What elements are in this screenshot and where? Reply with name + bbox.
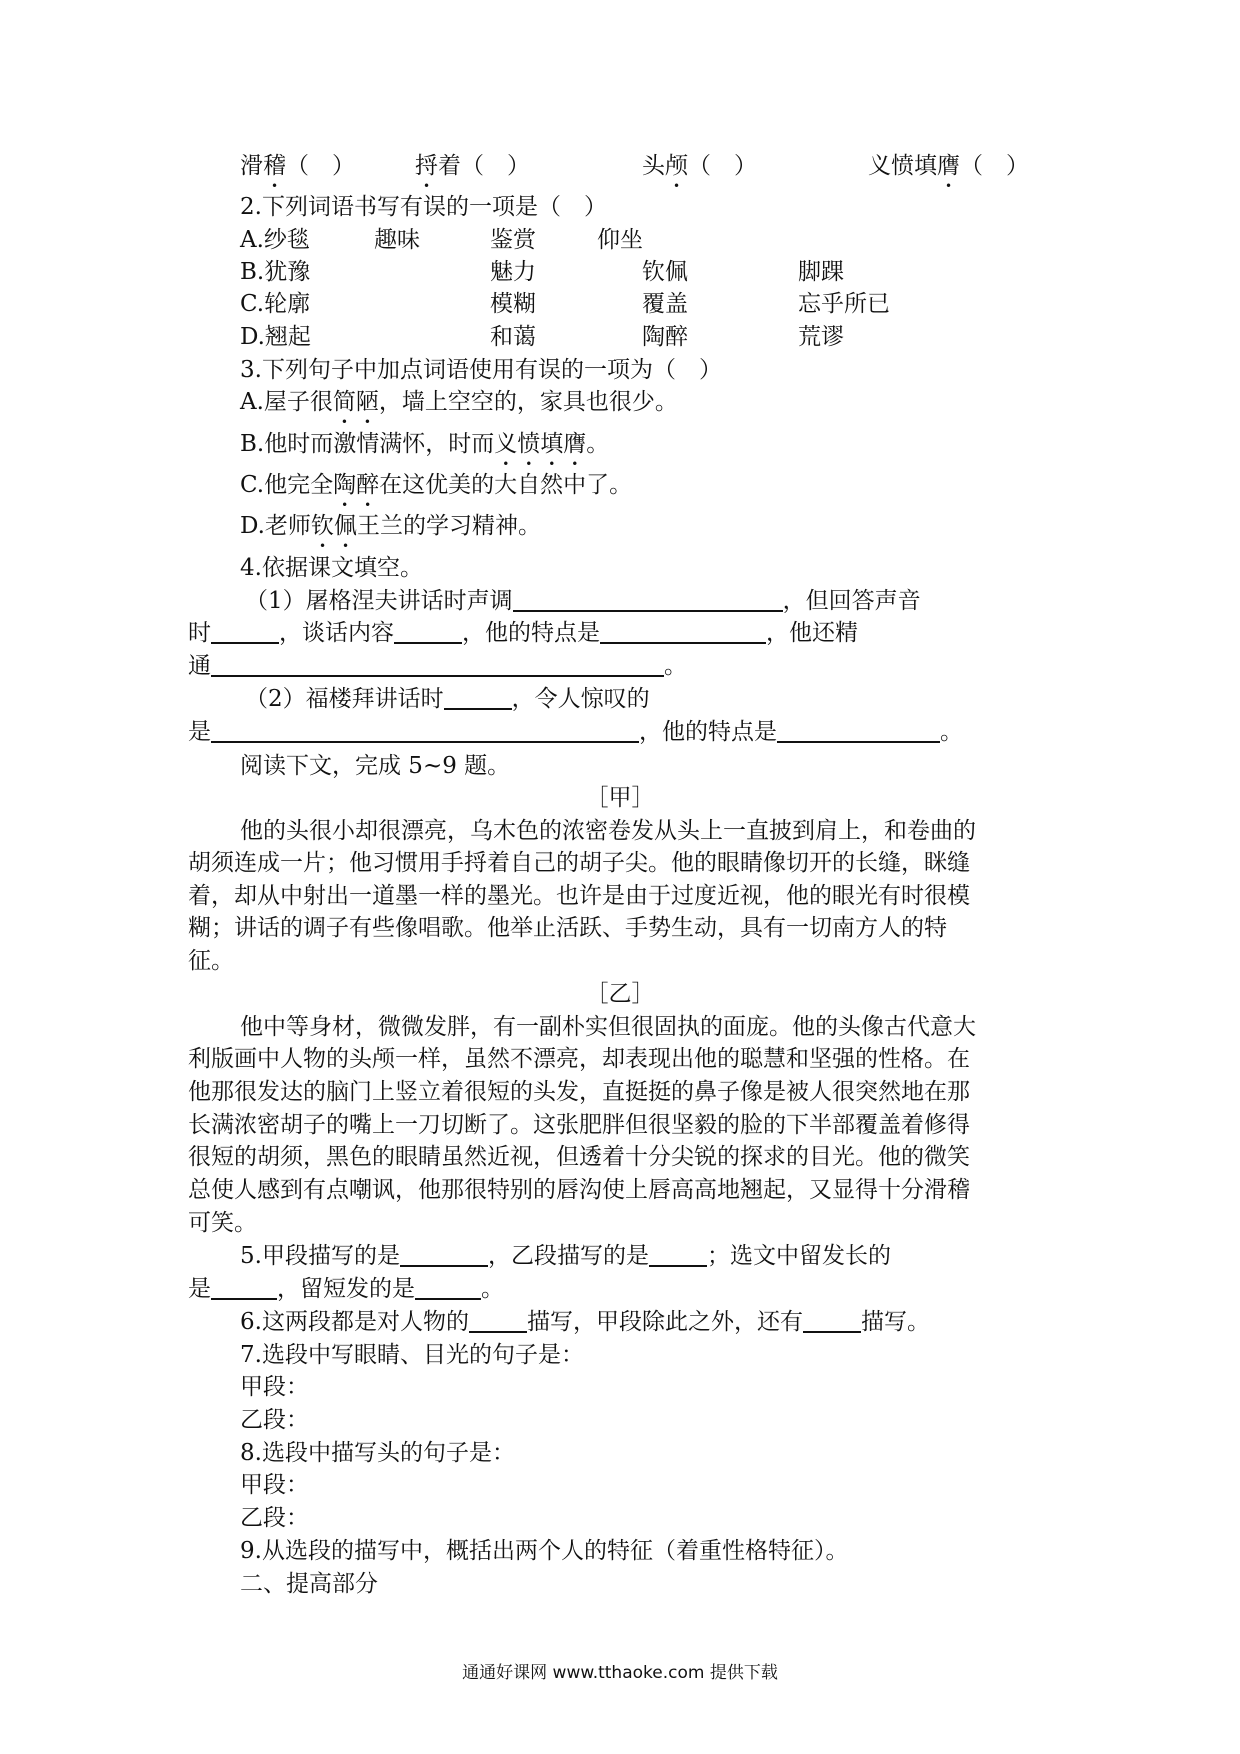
q2-b-2: 魅力 (490, 259, 536, 285)
passage-jia-line: 着，却从中射出一道墨一样的墨光。也许是由于过度近视，他的眼光有时很模 (188, 883, 970, 909)
q2-c-1: C.轮廓 (240, 291, 311, 317)
q3-option-a: A.屋子很简陋，墙上空空的，家具也很少。 (240, 389, 678, 415)
passage-yi-line: 利版画中人物的头颅一样，虽然不漂亮，却表现出他的聪慧和坚强的性格。在 (188, 1046, 970, 1072)
q2-a-2: 趣味 (374, 227, 420, 253)
q4-line-1: （1）屠格涅夫讲话时声调 ，但回答声音 (245, 588, 921, 614)
answer-blank[interactable] (211, 717, 639, 743)
q2-stem: 2.下列词语书写有误的一项是（ ） (240, 194, 607, 220)
q2-b-3: 钦佩 (642, 259, 688, 285)
answer-blank[interactable] (211, 618, 279, 644)
q3-option-c: C.他完全陶醉在这优美的大自然中了。 (240, 472, 633, 498)
answer-blank[interactable] (211, 651, 664, 677)
q2-b-4: 脚踝 (798, 259, 844, 285)
q7-yi: 乙段： (240, 1407, 309, 1433)
answer-blank[interactable] (394, 618, 462, 644)
q3-option-d: D.老师钦佩王兰的学习精神。 (240, 513, 541, 539)
passage-jia-title: ［甲］ (585, 785, 655, 811)
q7-stem: 7.选段中写眼睛、目光的句子是： (240, 1342, 584, 1368)
q4-line-5: 是 ，他的特点是 。 (188, 719, 963, 745)
q2-a-4: 仰坐 (597, 227, 643, 253)
q5-line-2: 是 ，留短发的是 。 (188, 1276, 504, 1302)
q1-item-4: 义愤填膺（ ） (868, 153, 1029, 179)
answer-blank[interactable] (777, 717, 940, 743)
q2-c-4: 忘乎所已 (798, 291, 890, 317)
answer-blank[interactable] (400, 1241, 488, 1267)
q7-jia: 甲段： (240, 1374, 309, 1400)
passage-jia-line: 他的头很小却很漂亮，乌木色的浓密卷发从头上一直披到肩上，和卷曲的 (240, 818, 976, 844)
q5-line-1: 5.甲段描写的是 ，乙段描写的是 ；选文中留发长的 (240, 1243, 891, 1269)
passage-yi-title: ［乙］ (585, 981, 655, 1007)
q8-stem: 8.选段中描写头的句子是： (240, 1440, 515, 1466)
answer-blank[interactable] (513, 586, 783, 612)
q2-c-2: 模糊 (490, 291, 536, 317)
q3-stem: 3.下列句子中加点词语使用有误的一项为（ ） (240, 357, 722, 383)
q2-a-3: 鉴赏 (490, 227, 536, 253)
q1-item-2: 捋着（ ） (415, 153, 530, 179)
q4-line-3: 通 。 (188, 653, 687, 679)
q2-d-2: 和蔼 (490, 324, 536, 350)
q8-jia: 甲段： (240, 1472, 309, 1498)
q2-b-1: B.犹豫 (240, 259, 311, 285)
passage-yi-line: 很短的胡须，黑色的眼睛虽然近视，但透着十分尖锐的探求的目光。他的微笑 (188, 1144, 970, 1170)
answer-blank[interactable] (211, 1274, 277, 1300)
answer-blank[interactable] (803, 1307, 861, 1333)
q9-stem: 9.从选段的描写中，概括出两个人的特征（着重性格特征）。 (240, 1538, 849, 1564)
passage-jia-line: 征。 (188, 948, 234, 974)
passage-yi-line: 他那很发达的脑门上竖立着很短的头发，直挺挺的鼻子像是被人很突然地在那 (188, 1079, 970, 1105)
q4-stem: 4.依据课文填空。 (240, 555, 423, 581)
reading-intro: 阅读下文，完成 5~9 题。 (240, 753, 511, 779)
answer-blank[interactable] (649, 1241, 707, 1267)
passage-yi-line: 总使人感到有点嘲讽，他那很特别的唇沟使上唇高高地翘起，又显得十分滑稽 (188, 1177, 970, 1203)
page-footer: 通通好课网 www.tthaoke.com 提供下载 (462, 1663, 778, 1683)
passage-jia-line: 糊；讲话的调子有些像唱歌。他举止活跃、手势生动，具有一切南方人的特 (188, 915, 947, 941)
q2-d-3: 陶醉 (642, 324, 688, 350)
q1-item-3: 头颅（ ） (642, 153, 757, 179)
q6-line: 6.这两段都是对人物的 描写，甲段除此之外，还有 描写。 (240, 1309, 930, 1335)
answer-blank[interactable] (415, 1274, 481, 1300)
passage-yi-line: 他中等身材，微微发胖，有一副朴实但很固执的面庞。他的头像古代意大 (240, 1014, 976, 1040)
q4-line-4: （2）福楼拜讲话时 ，令人惊叹的 (245, 686, 650, 712)
answer-blank[interactable] (444, 684, 512, 710)
q2-c-3: 覆盖 (642, 291, 688, 317)
q2-d-1: D.翘起 (240, 324, 311, 350)
passage-jia-line: 胡须连成一片；他习惯用手捋着自己的胡子尖。他的眼睛像切开的长缝，眯缝 (188, 850, 970, 876)
section-2-heading: 二、提高部分 (240, 1571, 378, 1597)
q2-a-1: A.纱毯 (240, 227, 310, 253)
passage-yi-line: 可笑。 (188, 1210, 257, 1236)
q4-line-2: 时 ，谈话内容 ，他的特点是 ，他还精 (188, 620, 858, 646)
q8-yi: 乙段： (240, 1505, 309, 1531)
answer-blank[interactable] (600, 618, 766, 644)
q2-d-4: 荒谬 (798, 324, 844, 350)
q3-option-b: B.他时而激情满怀，时而义愤填膺。 (240, 431, 610, 457)
passage-yi-line: 长满浓密胡子的嘴上一刀切断了。这张肥胖但很坚毅的脸的下半部覆盖着修得 (188, 1112, 970, 1138)
q1-item-1: 滑稽（ ） (240, 153, 355, 179)
answer-blank[interactable] (469, 1307, 527, 1333)
